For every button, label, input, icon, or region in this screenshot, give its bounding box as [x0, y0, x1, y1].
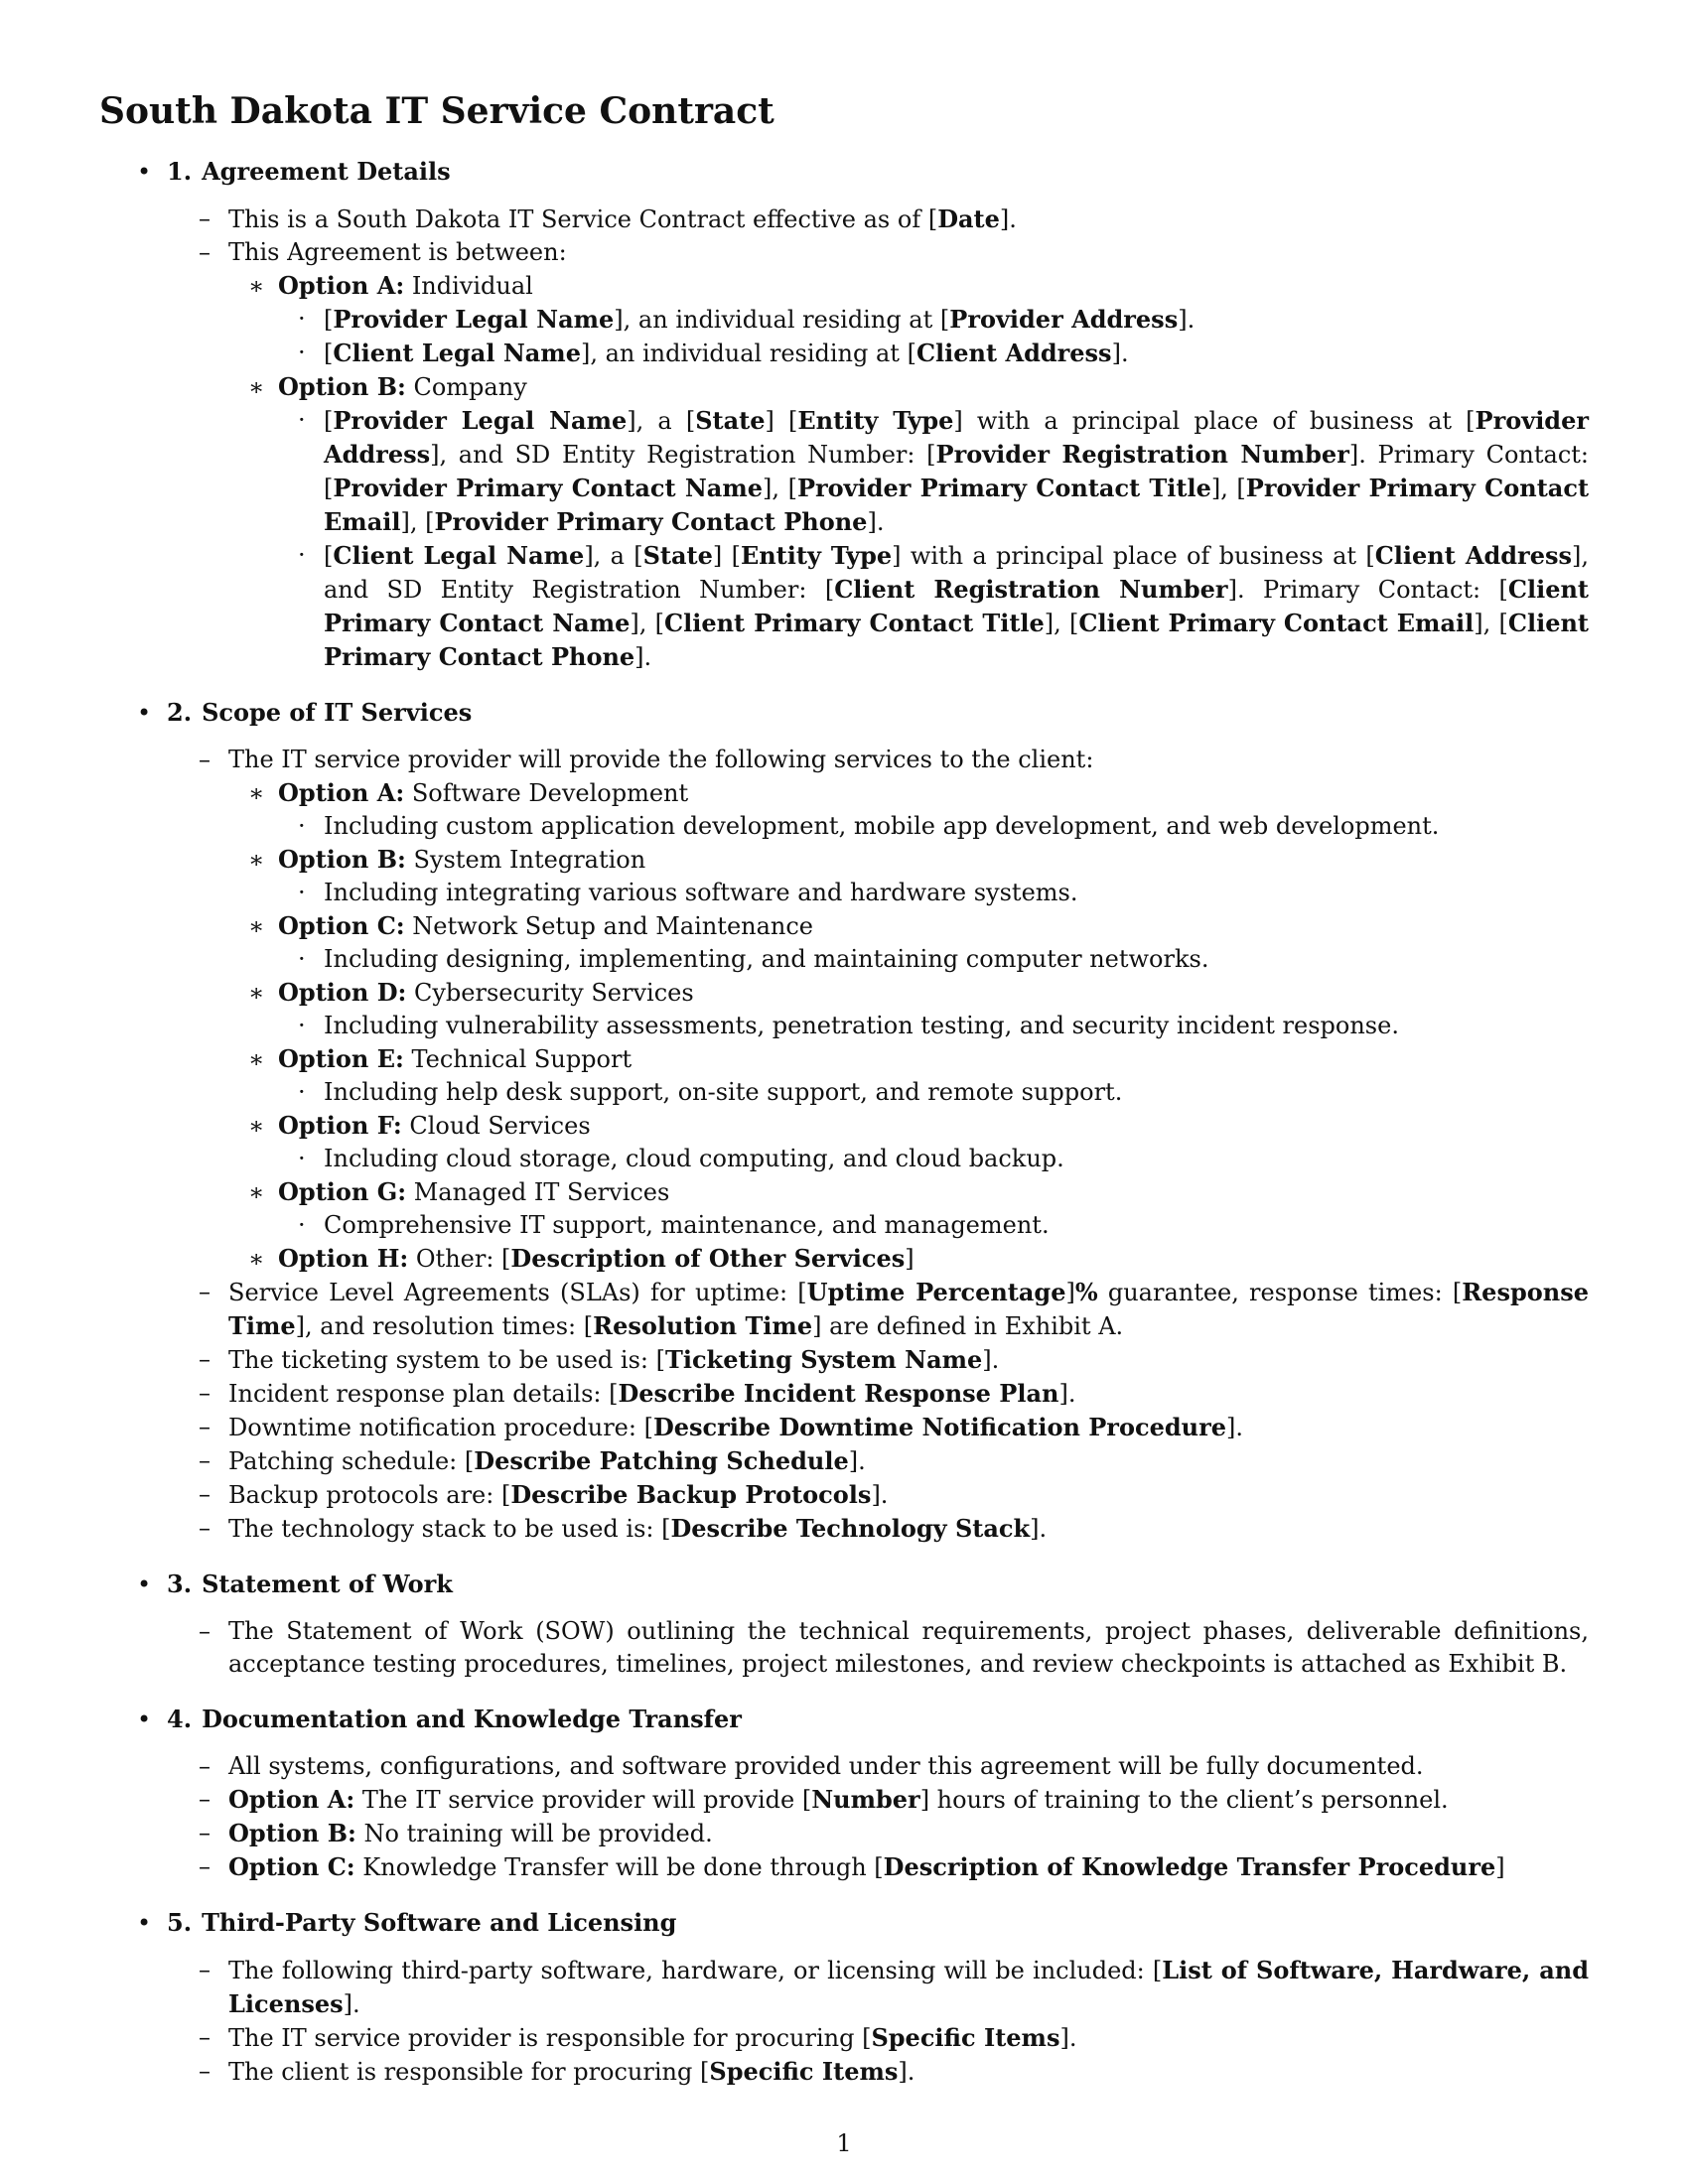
section-3-list: [167, 1615, 1589, 1681]
asterisk-marker: ∗: [248, 1112, 265, 1140]
dash-marker: –: [199, 1852, 211, 1880]
list-item: – The IT service provider will provide the following services to the client: ∗ Option A: Software Development · Including custom application development, mobile app development, and web development. ∗ Option B: System Integration · Including integrating various software and hardware systems. ∗ Option C: Network Setup and Maintenance · Including designing, implementing, and maintaining computer networks. ∗ Option D: Cybersecurity Services · Including vulnerability assessments, penetration testing, and security incident response. ∗ Option E: Technical Support · Including help desk support, on-site support, and remote support. ∗ Option F: Cloud Services · Including cloud storage, cloud computing, and cloud backup. ∗ Option G: Managed IT Services · Comprehensive IT support, maintenance, and management. ∗ Option H: Other: [Description of Other Services]: [228, 744, 1589, 1276]
option-item: ∗ Option A: Software Development · Including custom application development, mobile app development, and web development.: [278, 776, 1589, 843]
asterisk-marker: ∗: [248, 846, 265, 874]
list-item: – This is a South Dakota IT Service Contract effective as of [Date].: [199, 205, 1017, 233]
option-details: [278, 1209, 1589, 1242]
list-item: – Incident response plan details: [Describe Incident Response Plan].: [199, 1379, 1076, 1408]
detail-item: · [Client Legal Name], a [State] [Entity Type] with a principal place of business at [Client Address], and SD Entity Registration Number: [Client Registration Number]. Primary Contact: [Client Primary Contact Name], [Client Primary Contact Title], [Client Primary Contact Email], [Client Primary Contact Phone].: [298, 541, 1590, 671]
document-title: South Dakota IT Service Contract: [99, 90, 774, 132]
page-number: 1: [836, 2129, 852, 2157]
option-item: ∗ Option B: System Integration · Including integrating various software and hardware systems.: [278, 843, 1589, 909]
dash-marker: –: [199, 1446, 211, 1474]
section-4: [99, 1703, 1589, 1884]
option-details: [278, 1076, 1589, 1109]
list-item: – The following third-party software, hardware, or licensing will be included: [List of Software, Hardware, and Licenses].: [199, 1956, 1589, 2018]
dot-marker: ·: [298, 305, 306, 333]
detail-item: · [Provider Legal Name], an individual residing at [Provider Address].: [298, 305, 1196, 334]
option-details: [278, 404, 1589, 674]
bullet-icon: •: [137, 699, 152, 727]
dash-marker: –: [199, 1752, 211, 1780]
detail-item: · Including custom application development, mobile app development, and web development.: [324, 810, 1589, 843]
detail-item: · [Client Legal Name], an individual residing at [Client Address].: [298, 339, 1129, 367]
bullet-icon: •: [137, 158, 152, 186]
section-heading: 4. Documentation and Knowledge Transfer: [167, 1705, 742, 1733]
section-3: [99, 1568, 1589, 1681]
section-4-list: [167, 1750, 1589, 1884]
section-heading: 1. Agreement Details: [167, 157, 451, 186]
list-item: – This Agreement is between: ∗ Option A: Individual · [Provider Legal Name], an individual residing at [Provider Address]. · [Client Legal Name], an individual residing at [Client Address]. ∗ Option B: Company · [Provider Legal Name], a [State] [Entity Type] with a principal place of business at [Provider Address], and SD Entity Registration Number: [Provider Registration Number]. Primary Contact: [Provider Primary Contact Name], [Provider Primary Contact Title], [Provider Primary Contact Email], [Provider Primary Contact Phone]. · [Client Legal Name], a [State] [Entity Type] with a principal place of business at [Client Address], and SD Entity Registration Number: [Client Registration Number]. Primary Contact: [Client Primary Contact Name], [Client Primary Contact Title], [Client Primary Contact Email], [Client Primary Contact Phone].: [228, 236, 1589, 674]
option-item: ∗ Option B: Company · [Provider Legal Name], a [State] [Entity Type] with a principal place of business at [Provider Address], and SD Entity Registration Number: [Provider Registration Number]. Primary Contact: [Provider Primary Contact Name], [Provider Primary Contact Title], [Provider Primary Contact Email], [Provider Primary Contact Phone]. · [Client Legal Name], a [State] [Entity Type] with a principal place of business at [Client Address], and SD Entity Registration Number: [Client Registration Number]. Primary Contact: [Client Primary Contact Name], [Client Primary Contact Title], [Client Primary Contact Email], [Client Primary Contact Phone].: [278, 370, 1589, 674]
list-item: – The ticketing system to be used is: [Ticketing System Name].: [199, 1345, 1000, 1374]
bullet-icon: •: [137, 1909, 152, 1937]
dot-marker: ·: [298, 879, 306, 906]
asterisk-marker: ∗: [248, 272, 265, 300]
list-item: – Option A: The IT service provider will provide [Number] hours of training to the client’s personnel.: [199, 1785, 1449, 1814]
dash-marker: –: [199, 1480, 211, 1508]
dash-marker: –: [199, 1379, 211, 1407]
dash-marker: –: [199, 2023, 211, 2051]
list-item: – Patching schedule: [Describe Patching Schedule].: [199, 1446, 866, 1475]
section-heading: 2. Scope of IT Services: [167, 698, 473, 727]
dot-marker: ·: [298, 406, 306, 434]
option-details: [278, 877, 1589, 909]
list-item: – Service Level Agreements (SLAs) for uptime: [Uptime Percentage]% guarantee, response times: [Response Time], and resolution times: [Resolution Time] are defined in Exhibit A.: [199, 1278, 1589, 1340]
detail-item: · Including cloud storage, cloud computing, and cloud backup.: [324, 1143, 1589, 1175]
asterisk-marker: ∗: [248, 1045, 265, 1073]
section-5-list: [167, 1954, 1589, 2089]
document-page: [99, 87, 1589, 2089]
section-1-list: [167, 203, 1589, 674]
dash-marker: –: [199, 1345, 211, 1373]
dash-marker: –: [199, 746, 211, 773]
asterisk-marker: ∗: [248, 779, 265, 807]
list-item: – The IT service provider is responsible for procuring [Specific Items].: [199, 2023, 1077, 2052]
dash-marker: –: [199, 1617, 211, 1645]
dash-marker: –: [199, 1819, 211, 1846]
detail-item: · [Provider Legal Name], a [State] [Entity Type] with a principal place of business at [Provider Address], and SD Entity Registration Number: [Provider Registration Number]. Primary Contact: [Provider Primary Contact Name], [Provider Primary Contact Title], [Provider Primary Contact Email], [Provider Primary Contact Phone].: [298, 406, 1590, 536]
section-heading: 3. Statement of Work: [167, 1570, 453, 1598]
dash-marker: –: [199, 1956, 211, 1983]
list-item: – Downtime notification procedure: [Describe Downtime Notification Procedure].: [199, 1413, 1243, 1441]
service-options: [228, 776, 1589, 1276]
option-item: ∗ Option G: Managed IT Services · Comprehensive IT support, maintenance, and management.: [278, 1175, 1589, 1242]
detail-item: · Including designing, implementing, and maintaining computer networks.: [324, 943, 1589, 976]
dot-marker: ·: [298, 945, 306, 973]
dot-marker: ·: [298, 1078, 306, 1106]
asterisk-marker: ∗: [248, 373, 265, 401]
dot-marker: ·: [298, 812, 306, 840]
option-item: ∗ Option E: Technical Support · Including help desk support, on-site support, and remote support.: [278, 1042, 1589, 1109]
list-item: – All systems, configurations, and software provided under this agreement will be fully documented.: [228, 1750, 1589, 1783]
dash-marker: –: [199, 1785, 211, 1813]
asterisk-marker: ∗: [248, 1245, 265, 1273]
asterisk-marker: ∗: [248, 979, 265, 1007]
option-details: [278, 1010, 1589, 1042]
dot-marker: ·: [298, 541, 306, 569]
detail-item: · Comprehensive IT support, maintenance, and management.: [324, 1209, 1589, 1242]
option-item: ∗ Option D: Cybersecurity Services · Including vulnerability assessments, penetration testing, and security incident response.: [278, 976, 1589, 1042]
list-item: – Option C: Knowledge Transfer will be done through [Description of Knowledge Transfer Procedure]: [199, 1852, 1505, 1881]
detail-item: · Including vulnerability assessments, penetration testing, and security incident response.: [324, 1010, 1589, 1042]
option-details: [278, 943, 1589, 976]
party-options: [228, 269, 1589, 674]
option-details: [278, 810, 1589, 843]
section-1: [99, 155, 1589, 674]
asterisk-marker: ∗: [248, 912, 265, 940]
section-5: [99, 1906, 1589, 2089]
dot-marker: ·: [298, 1012, 306, 1039]
detail-item: · Including help desk support, on-site support, and remote support.: [324, 1076, 1589, 1109]
dash-marker: –: [199, 2057, 211, 2085]
bullet-icon: •: [137, 1706, 152, 1733]
option-details: [278, 1143, 1589, 1175]
dash-marker: –: [199, 205, 211, 232]
option-details: [278, 303, 1589, 370]
dot-marker: ·: [298, 1211, 306, 1239]
dash-marker: –: [199, 1413, 211, 1440]
section-heading: 5. Third-Party Software and Licensing: [167, 1908, 677, 1937]
detail-item: · Including integrating various software and hardware systems.: [324, 877, 1589, 909]
list-item: – Option B: No training will be provided.: [199, 1819, 713, 1847]
list-item: – Backup protocols are: [Describe Backup Protocols].: [199, 1480, 889, 1509]
option-item: ∗ Option A: Individual · [Provider Legal Name], an individual residing at [Provider Address]. · [Client Legal Name], an individual residing at [Client Address].: [278, 269, 1589, 370]
bullet-icon: •: [137, 1570, 152, 1598]
option-item: ∗ Option H: Other: [Description of Other Services]: [278, 1242, 1589, 1276]
option-item: ∗ Option C: Network Setup and Maintenance · Including designing, implementing, and maintaining computer networks.: [278, 909, 1589, 976]
section-2: [99, 696, 1589, 1546]
dot-marker: ·: [298, 1145, 306, 1172]
dash-marker: –: [199, 238, 211, 266]
dot-marker: ·: [298, 339, 306, 366]
option-item: ∗ Option F: Cloud Services · Including cloud storage, cloud computing, and cloud backup.: [278, 1109, 1589, 1175]
dash-marker: –: [199, 1278, 211, 1305]
list-item: – The technology stack to be used is: [Describe Technology Stack].: [199, 1514, 1048, 1543]
asterisk-marker: ∗: [248, 1178, 265, 1206]
dash-marker: –: [199, 1514, 211, 1542]
section-2-list: [167, 744, 1589, 1546]
list-item: – The Statement of Work (SOW) outlining the technical requirements, project phases, deliverable definitions, acceptance testing procedures, timelines, project milestones, and review checkpoints is attached as Exhibit B.: [199, 1617, 1589, 1678]
list-item: – The client is responsible for procuring [Specific Items].: [199, 2057, 915, 2086]
